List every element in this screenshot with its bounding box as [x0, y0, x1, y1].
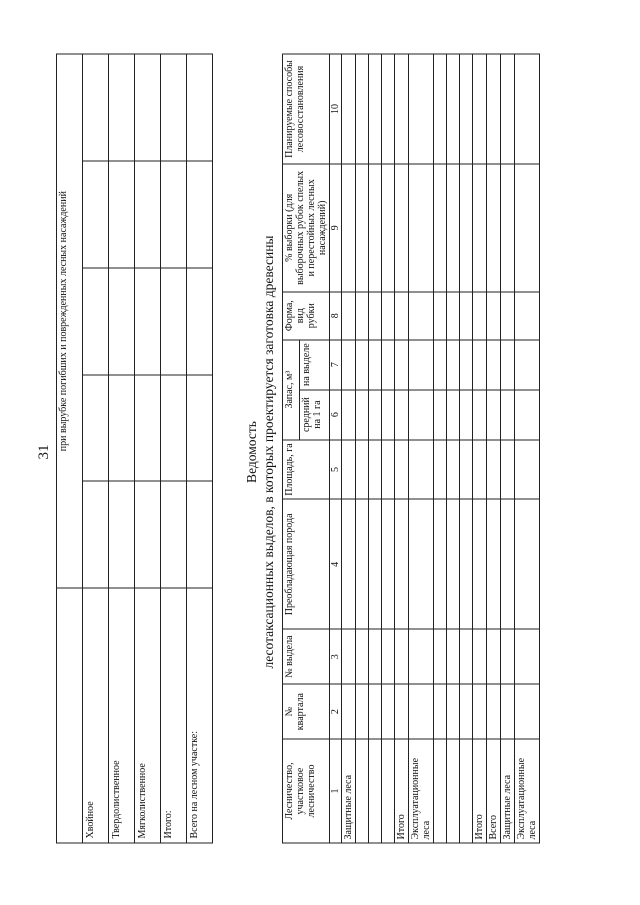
table-row: [434, 54, 447, 843]
col-stock-per-ha: средний на 1 га: [299, 390, 329, 440]
col-reforestation: Планируемые способы лесовосстановления: [283, 54, 330, 164]
table-row: [501, 54, 515, 843]
col-forestry: Лесничество, участковое лесничество: [283, 739, 330, 843]
document-subtitle: лесотаксационных выделов, в которых проектируется заготовка древесины: [261, 235, 276, 669]
row-label: Твердолиственное: [109, 588, 135, 843]
document-title: Ведомость: [244, 421, 259, 483]
row-label: Защитные леса: [342, 739, 356, 843]
table-row: [161, 54, 187, 843]
table-row: [473, 54, 487, 843]
table-row: [515, 54, 540, 843]
row-label: [382, 739, 395, 843]
table-row: [447, 54, 460, 843]
table-row: [395, 54, 409, 843]
row-label: [460, 739, 473, 843]
col-stock-group: Запас, м³: [283, 340, 300, 440]
row-label: Эксплуатационные леса: [515, 739, 540, 843]
table-row: [356, 54, 369, 843]
table-row: [83, 54, 109, 843]
col-plot: № выдела: [283, 629, 330, 684]
rotated-content: [40, 0, 600, 905]
col-species: Преобладающая порода: [283, 499, 330, 629]
row-label: Всего: [487, 739, 501, 843]
table-row: [342, 54, 356, 843]
row-label: Эксплуатационные леса: [409, 739, 434, 843]
table-plots: [282, 54, 540, 844]
table-row: [187, 54, 213, 843]
row-label: [447, 739, 460, 843]
row-label: Итого:: [161, 588, 187, 843]
col-felling-form: Форма, вид рубки: [283, 292, 330, 340]
column-numbers-row: 1 2 3 4 5 6 7 8 9 10: [330, 54, 342, 843]
col-quarter: № квартала: [283, 684, 330, 739]
col-selection-percent: % выборки (для выборочных рубок спелых и перестойных лесных насаждений): [283, 164, 330, 292]
table1-header: при вырубке погибших и поврежденных лесных насаждений: [57, 54, 83, 588]
row-label: [356, 739, 369, 843]
table-row: [369, 54, 382, 843]
table-row: [409, 54, 434, 843]
col-area: Площадь, га: [283, 440, 330, 500]
row-label: Итого: [473, 739, 487, 843]
row-label: Защитные леса: [501, 739, 515, 843]
table-row: [487, 54, 501, 843]
table-harvest-summary: [56, 54, 213, 844]
row-label: Мягколиственное: [135, 588, 161, 843]
row-label: [434, 739, 447, 843]
page-number: 31: [36, 444, 52, 460]
table-row: [109, 54, 135, 843]
row-label: Итого: [395, 739, 409, 843]
col-stock-per-plot: на выделе: [299, 340, 329, 390]
table-row: [460, 54, 473, 843]
row-label: Всего на лесном участке:: [187, 588, 213, 843]
table-row: [382, 54, 395, 843]
row-label: [369, 739, 382, 843]
row-label: Хвойное: [83, 588, 109, 843]
table-row: [135, 54, 161, 843]
